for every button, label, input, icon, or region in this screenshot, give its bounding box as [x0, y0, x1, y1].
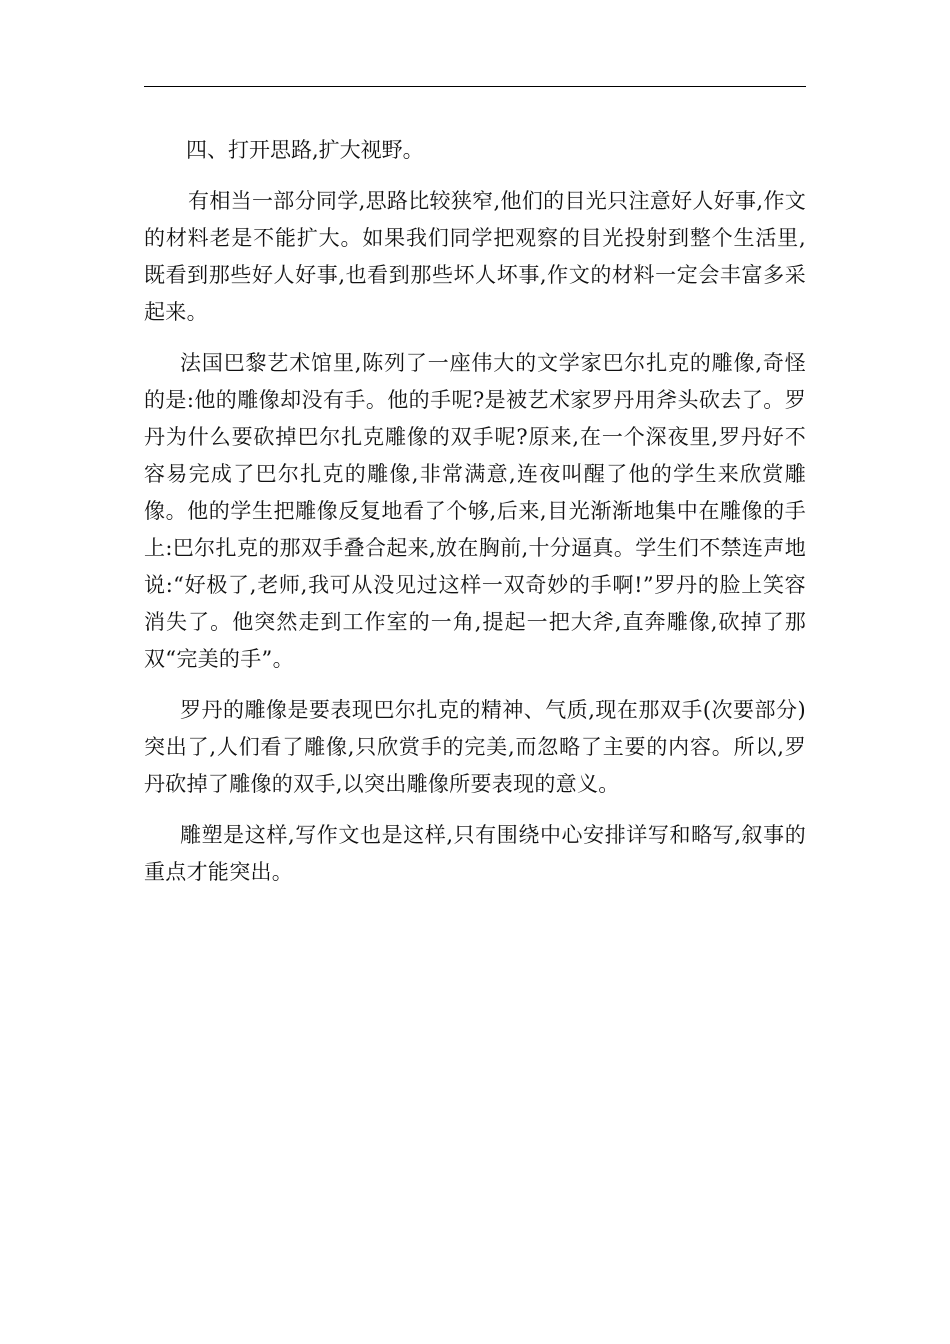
header-rule	[144, 86, 806, 87]
paragraph-4: 雕塑是这样,写作文也是这样,只有围绕中心安排详写和略写,叙事的重点才能突出。	[144, 823, 806, 884]
document-body	[144, 132, 806, 905]
paragraph-1: 有相当一部分同学,思路比较狭窄,他们的目光只注意好人好事,作文的材料老是不能扩大。如果我们同学把观察的目光投射到整个生活里,既看到那些好人好事,也看到那些坏人坏事,作文的材料一定会丰富多采起来。	[144, 189, 806, 324]
paragraph-2: 法国巴黎艺术馆里,陈列了一座伟大的文学家巴尔扎克的雕像,奇怪的是:他的雕像却没有手。他的手呢?是被艺术家罗丹用斧头砍去了。罗丹为什么要砍掉巴尔扎克雕像的双手呢?原来,在一个深夜里,罗丹好不容易完成了巴尔扎克的雕像,非常满意,连夜叫醒了他的学生来欣赏雕像。他的学生把雕像反复地看了个够,后来,目光渐渐地集中在雕像的手上:巴尔扎克的那双手叠合起来,放在胸前,十分逼真。学生们不禁连声地说:“好极了,老师,我可从没见过这样一双奇妙的手啊!”罗丹的脸上笑容消失了。他突然走到工作室的一角,提起一把大斧,直奔雕像,砍掉了那双“完美的手”。	[144, 351, 806, 671]
paragraph-3: 罗丹的雕像是要表现巴尔扎克的精神、气质,现在那双手(次要部分)突出了,人们看了雕像,只欣赏手的完美,而忽略了主要的内容。所以,罗丹砍掉了雕像的双手,以突出雕像所要表现的意义。	[144, 698, 806, 796]
section-heading: 四、打开思路,扩大视野。	[186, 138, 424, 162]
